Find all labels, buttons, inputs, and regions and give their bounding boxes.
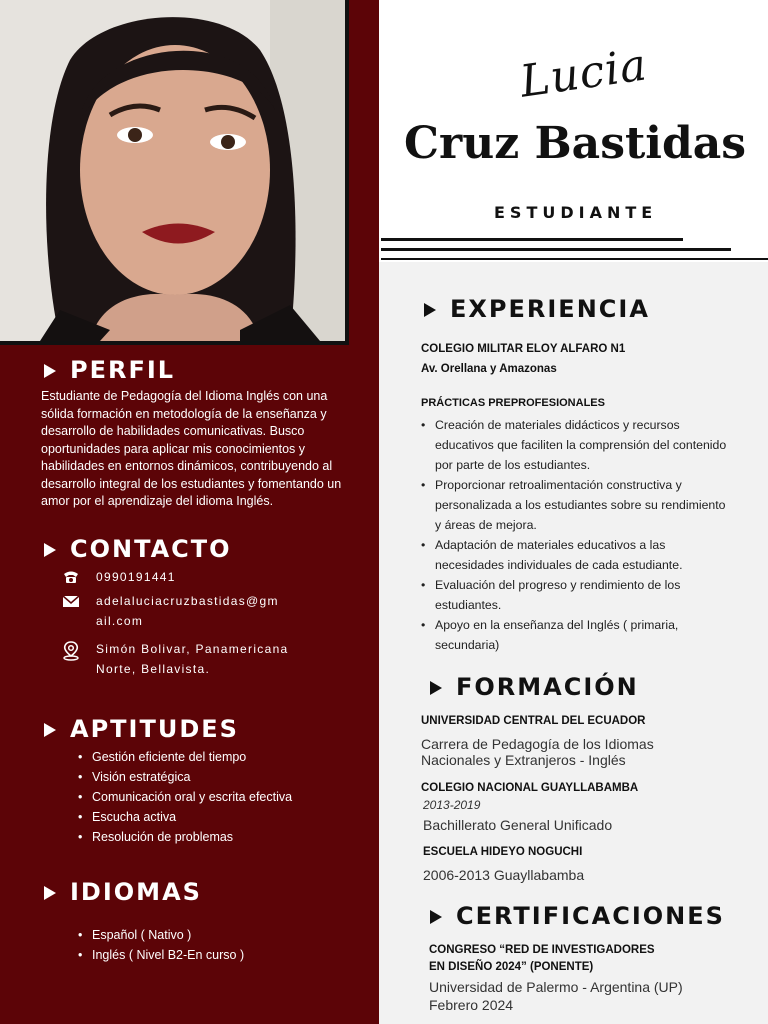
experience-list xyxy=(421,415,727,655)
phone-number: 0990191441 xyxy=(96,570,176,584)
list-item: • Resolución de problemas xyxy=(78,827,298,847)
contact-section-title: CONTACTO xyxy=(44,535,232,563)
list-item: • Gestión eficiente del tiempo xyxy=(78,747,298,767)
last-name: Cruz Bastidas xyxy=(404,118,747,169)
certification-institution: Universidad de Palermo - Argentina (UP) xyxy=(429,979,683,995)
list-item: • Proporcionar retroalimentación constructiva y personalizada a los estudiantes sobre su rendimiento y áreas de mejora. xyxy=(421,475,727,535)
mail-icon xyxy=(62,593,80,609)
certification-name-2: EN DISEÑO 2024” (PONENTE) xyxy=(429,961,594,973)
triangle-bullet-icon xyxy=(430,910,442,924)
profile-text: Estudiante de Pedagogía del Idioma Inglés con una sólida formación en metodología de la enseñanza y desarrollo de habilidades comunicativas. Busco oportunidades para aplicar mis conocimientos y habilidades en entornos dinámicos, contribuyendo al desarrollo integral de los estudiantes y fomentando un amor por el aprendizaje del idioma Inglés. xyxy=(41,389,342,508)
education-school-1: UNIVERSIDAD CENTRAL DEL ECUADOR xyxy=(421,715,646,727)
list-item: • Comunicación oral y escrita efectiva xyxy=(78,787,298,807)
first-name: Lucia xyxy=(517,39,651,108)
experience-address: Av. Orellana y Amazonas xyxy=(421,363,557,375)
triangle-bullet-icon xyxy=(430,681,442,695)
languages-section-title: IDIOMAS xyxy=(44,878,202,906)
experience-org: COLEGIO MILITAR ELOY ALFARO N1 xyxy=(421,343,626,355)
role-title: ESTUDIANTE xyxy=(494,203,658,222)
experience-section-title: EXPERIENCIA xyxy=(424,295,650,323)
triangle-bullet-icon xyxy=(44,364,56,378)
email-line-2: ail.com xyxy=(96,614,144,628)
skills-section-title: APTITUDES xyxy=(44,715,239,743)
education-school-3: ESCUELA HIDEYO NOGUCHI xyxy=(423,846,583,858)
list-item: • Español ( Nativo ) xyxy=(78,925,318,945)
education-school-2: COLEGIO NACIONAL GUAYLLABAMBA xyxy=(421,782,639,794)
triangle-bullet-icon xyxy=(44,723,56,737)
education-section-title: FORMACIÓN xyxy=(430,673,639,701)
certifications-section-title: CERTIFICACIONES xyxy=(430,902,725,930)
certification-date: Febrero 2024 xyxy=(429,997,514,1013)
experience-subtitle: PRÁCTICAS PREPROFESIONALES xyxy=(421,397,605,409)
phone-icon xyxy=(62,569,80,585)
profile-photo xyxy=(0,0,349,345)
list-item: • Escucha activa xyxy=(78,807,298,827)
triangle-bullet-icon xyxy=(44,886,56,900)
education-years-2: 2013-2019 xyxy=(423,798,481,812)
profile-section-title: PERFIL xyxy=(44,356,175,384)
list-item: • Creación de materiales didácticos y recursos educativos que faciliten la comprensión del contenido por parte de los estudiantes. xyxy=(421,415,727,475)
location-pin-icon xyxy=(62,641,80,657)
email-line-1: adelaluciacruzbastidas@gm xyxy=(96,594,279,608)
skills-list xyxy=(78,747,298,847)
sidebar xyxy=(0,0,379,1024)
divider xyxy=(381,258,768,260)
divider xyxy=(381,238,683,241)
triangle-bullet-icon xyxy=(424,303,436,317)
list-item: • Evaluación del progreso y rendimiento de los estudiantes. xyxy=(421,575,727,615)
list-item: • Visión estratégica xyxy=(78,767,298,787)
education-detail-2: Bachillerato General Unificado xyxy=(423,817,613,833)
education-detail-1b: Nacionales y Extranjeros - Inglés xyxy=(421,752,626,768)
divider xyxy=(381,248,731,251)
address-line-2: Norte, Bellavista. xyxy=(96,662,211,676)
address-line-1: Simón Bolivar, Panamericana xyxy=(96,642,289,656)
languages-list xyxy=(78,925,318,965)
certification-name-1: CONGRESO “RED DE INVESTIGADORES xyxy=(429,944,655,956)
triangle-bullet-icon xyxy=(44,543,56,557)
education-detail-1a: Carrera de Pedagogía de los Idiomas xyxy=(421,736,654,752)
list-item: • Adaptación de materiales educativos a las necesidades individuales de cada estudiante. xyxy=(421,535,727,575)
list-item: • Apoyo en la enseñanza del Inglés ( primaria, secundaria) xyxy=(421,615,727,655)
list-item: • Inglés ( Nivel B2-En curso ) xyxy=(78,945,318,965)
education-detail-3: 2006-2013 Guayllabamba xyxy=(423,867,585,883)
